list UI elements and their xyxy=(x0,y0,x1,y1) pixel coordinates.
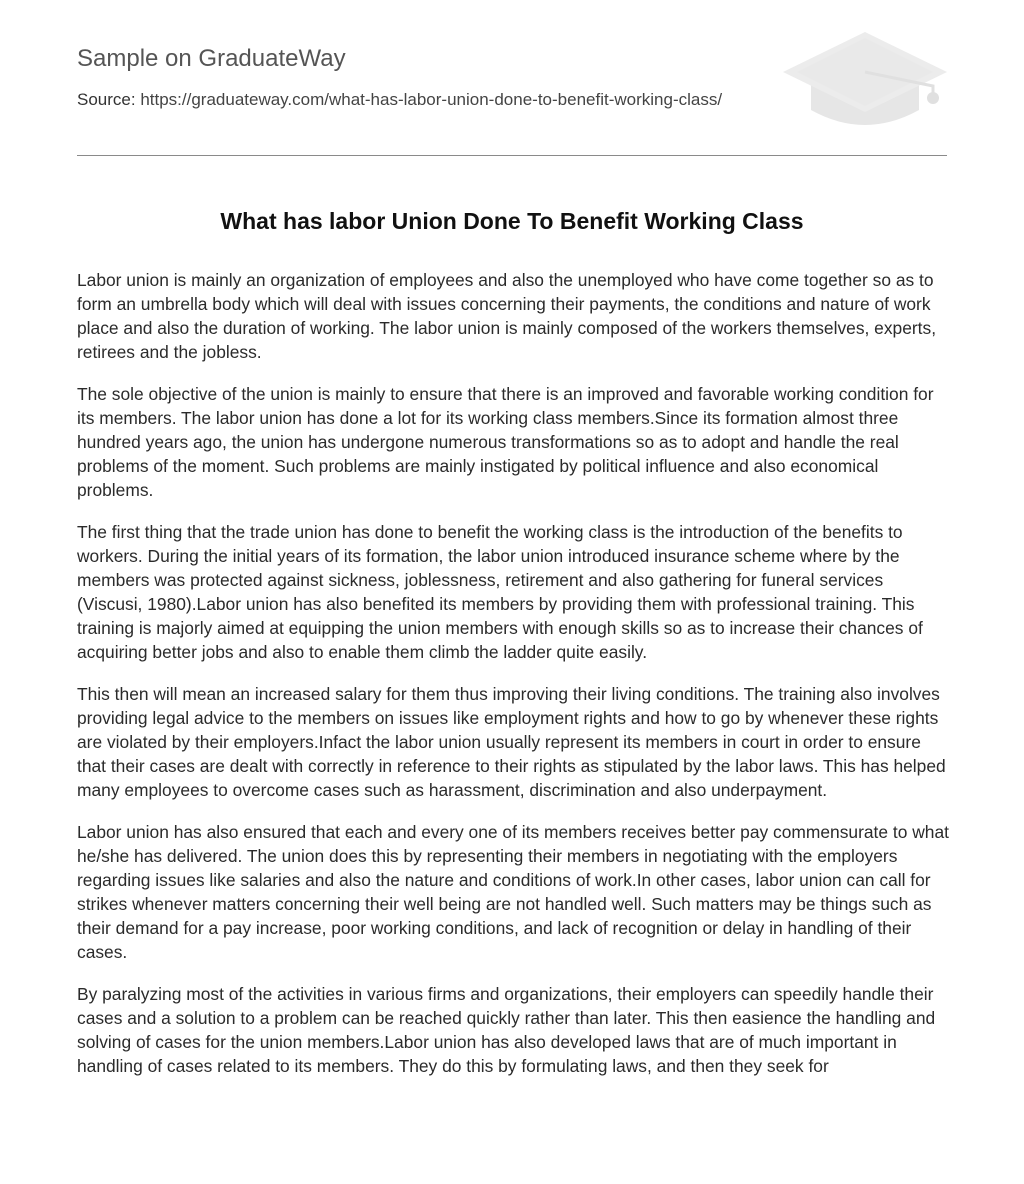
site-title: Sample on GraduateWay xyxy=(77,45,346,72)
paragraph: The sole objective of the union is mainly to ensure that there is an improved and favorable working condition for its members. The labor union has done a lot for its working class members.Since its formation almost three hundred years ago, the union has undergone numerous transformations so as to adopt and handle the real problems of the moment. Such problems are mainly instigated by political influence and also economical problems. xyxy=(77,384,934,500)
source-line xyxy=(77,89,722,111)
article-body xyxy=(77,268,949,1096)
source-label: Source: xyxy=(77,90,141,109)
header-divider xyxy=(77,155,947,156)
article-title: What has labor Union Done To Benefit Working Class xyxy=(220,208,804,234)
paragraph: By paralyzing most of the activities in various firms and organizations, their employers can speedily handle their cases and a solution to a problem can be reached quickly rather than later. This then easience the handling and solving of cases for the union members.Labor union has also developed laws that are of much important in handling of cases related to its members. They do this by formulating laws, and then they seek for xyxy=(77,984,936,1076)
page-header xyxy=(77,0,947,156)
paragraph: The first thing that the trade union has done to benefit the working class is the introduction of the benefits to workers. During the initial years of its formation, the labor union introduced insurance scheme where by the members was protected against sickness, joblessness, retirement and also gathering for funeral services (Viscusi, 1980).Labor union has also benefited its members by providing them with professional training. This training is majorly aimed at equipping the union members with enough skills so as to increase their chances of acquiring better jobs and also to enable them climb the ladder quite easily. xyxy=(77,522,923,662)
paragraph: This then will mean an increased salary for them thus improving their living conditions. The training also involves providing legal advice to the members on issues like employment rights and how to go by whenever these rights are violated by their employers.Infact the labor union usually represent its members in court in order to ensure that their cases are dealt with correctly in reference to their rights as stipulated by the labor laws. This has helped many employees to overcome cases such as harassment, discrimination and also underpayment. xyxy=(77,684,946,800)
source-link[interactable]: https://graduateway.com/what-has-labor-union-done-to-benefit-working-class/ xyxy=(140,90,723,109)
paragraph: Labor union is mainly an organization of employees and also the unemployed who have come together so as to form an umbrella body which will deal with issues concerning their payments, the conditions and nature of work place and also the duration of working. The labor union is mainly composed of the workers themselves, experts, retirees and the jobless. xyxy=(77,270,937,362)
paragraph: Labor union has also ensured that each and every one of its members receives better pay commensurate to what he/she has delivered. The union does this by representing their members in negotiating with the employers regarding issues like salaries and also the nature and conditions of work.In other cases, labor union can call for strikes whenever matters concerning their well being are not handled well. Such matters may be things such as their demand for a pay increase, poor working conditions, and lack of recognition or delay in handling of their cases. xyxy=(77,822,949,962)
graduation-cap-icon xyxy=(781,28,949,136)
